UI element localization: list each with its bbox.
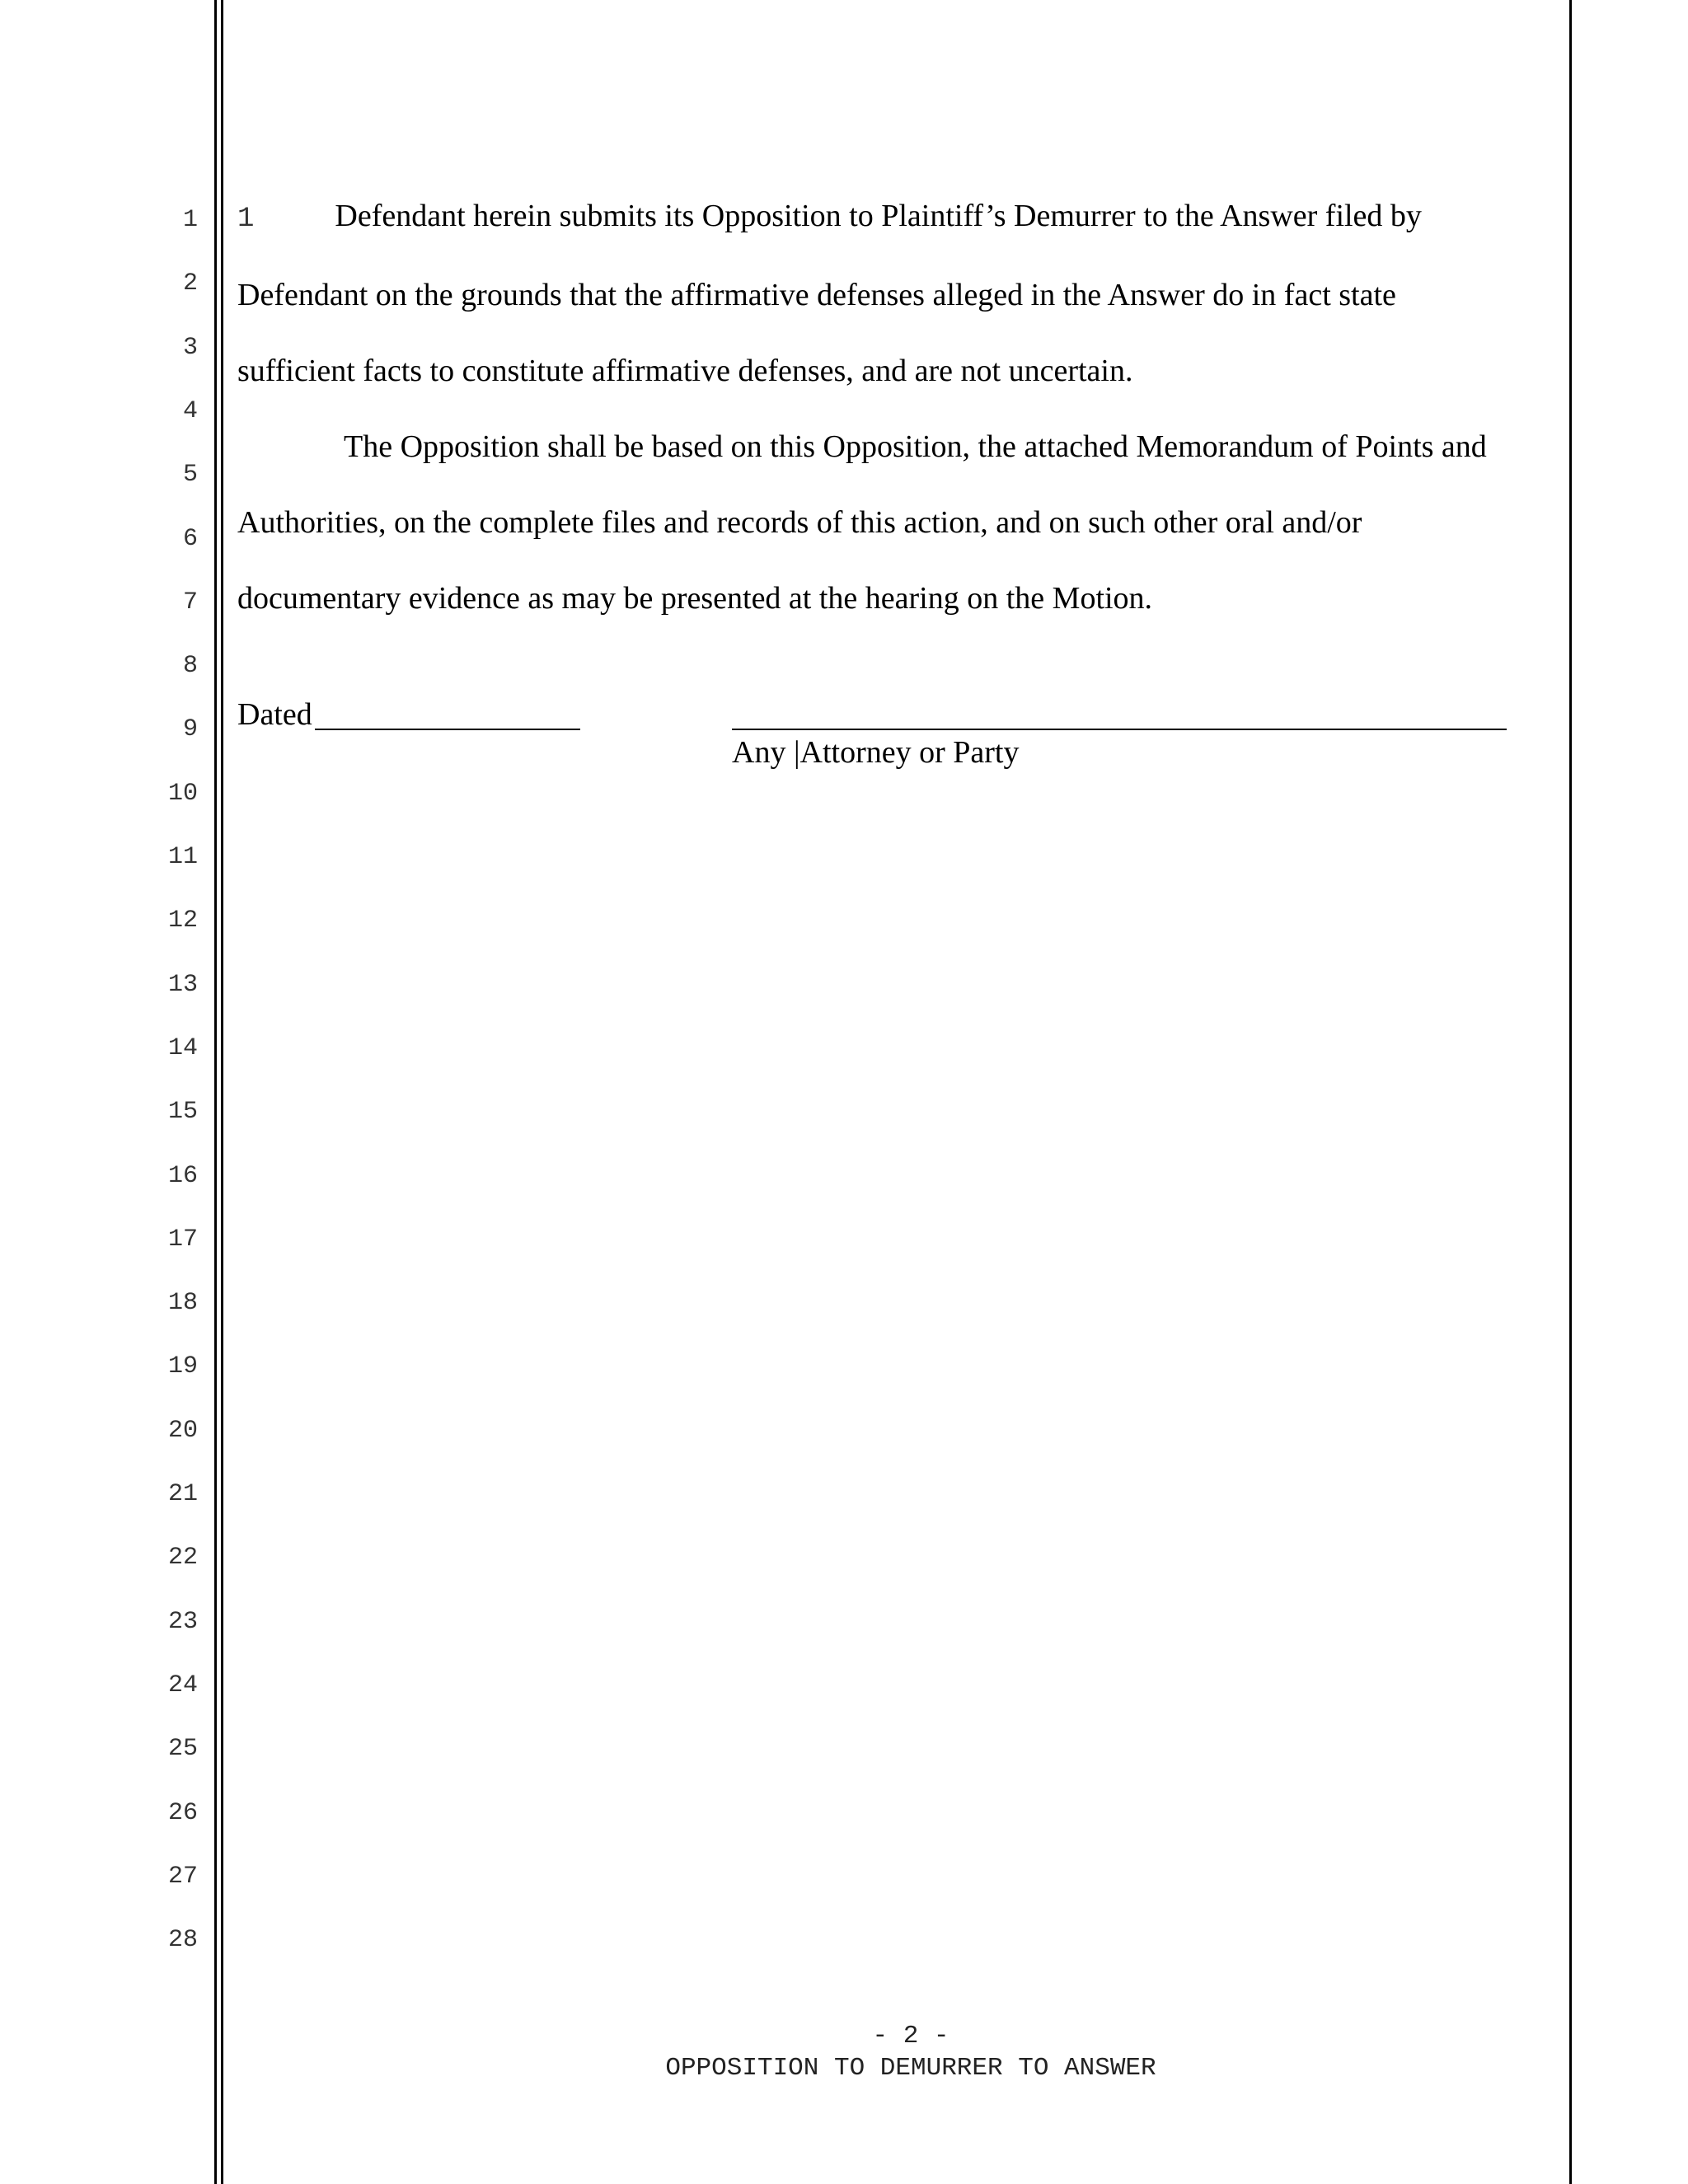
line-number: 1: [182, 206, 198, 234]
line-number: 23: [167, 1608, 198, 1636]
line-number: 4: [182, 397, 198, 425]
left-margin-rule-outer: [214, 0, 217, 2184]
line-number: 3: [182, 334, 198, 362]
line-number: 6: [182, 525, 198, 553]
line-number: 22: [167, 1544, 198, 1572]
paragraph-1-line-1: [237, 200, 1422, 235]
inline-line-number: 1: [237, 204, 255, 235]
line-number: 17: [167, 1226, 198, 1254]
line-number: 8: [182, 652, 198, 680]
line-number: 26: [167, 1799, 198, 1827]
line-number: 7: [182, 588, 198, 616]
line-number: 24: [167, 1671, 198, 1699]
line-number: 21: [167, 1480, 198, 1508]
line-number: 15: [167, 1098, 198, 1126]
line-number: 27: [167, 1863, 198, 1891]
paragraph-2-line-1: The Opposition shall be based on this Opposition, the attached Memorandum of Points and: [344, 429, 1487, 464]
signature-blank-line: [732, 729, 1507, 730]
line-number: 5: [182, 461, 198, 489]
paragraph-1-line-3: sufficient facts to constitute affirmative defenses, and are not uncertain.: [237, 354, 1133, 388]
line-number: 12: [167, 907, 198, 935]
line-number: 28: [167, 1926, 198, 1954]
paragraph-1-line-1-text: Defendant herein submits its Opposition to Plaintiff’s Demurrer to the Answer filed by: [335, 199, 1422, 233]
document-footer-title: OPPOSITION TO DEMURRER TO ANSWER: [665, 2054, 1156, 2083]
paragraph-2-line-2: Authorities, on the complete files and records of this action, and on such other oral and/or: [237, 505, 1362, 540]
dated-label: Dated: [237, 697, 312, 732]
line-number: 14: [167, 1034, 198, 1062]
line-number: 16: [167, 1162, 198, 1190]
line-number: 11: [167, 843, 198, 871]
date-blank-line: [315, 729, 580, 730]
page-number: - 2 -: [872, 2022, 950, 2050]
line-number: 9: [182, 715, 198, 743]
paragraph-1-line-2: Defendant on the grounds that the affirmative defenses alleged in the Answer do in fact state: [237, 278, 1396, 312]
right-margin-rule: [1569, 0, 1572, 2184]
line-number: 2: [182, 269, 198, 298]
line-number: 19: [167, 1352, 198, 1380]
line-number: 25: [167, 1735, 198, 1763]
line-number: 18: [167, 1289, 198, 1317]
line-number: 10: [167, 780, 198, 808]
line-number: 20: [167, 1417, 198, 1445]
paragraph-2-line-3: documentary evidence as may be presented at the hearing on the Motion.: [237, 581, 1153, 616]
left-margin-rule-inner: [221, 0, 223, 2184]
line-number: 13: [167, 971, 198, 999]
signer-label: Any |Attorney or Party: [732, 735, 1020, 770]
line-number-column: [0, 0, 198, 2184]
